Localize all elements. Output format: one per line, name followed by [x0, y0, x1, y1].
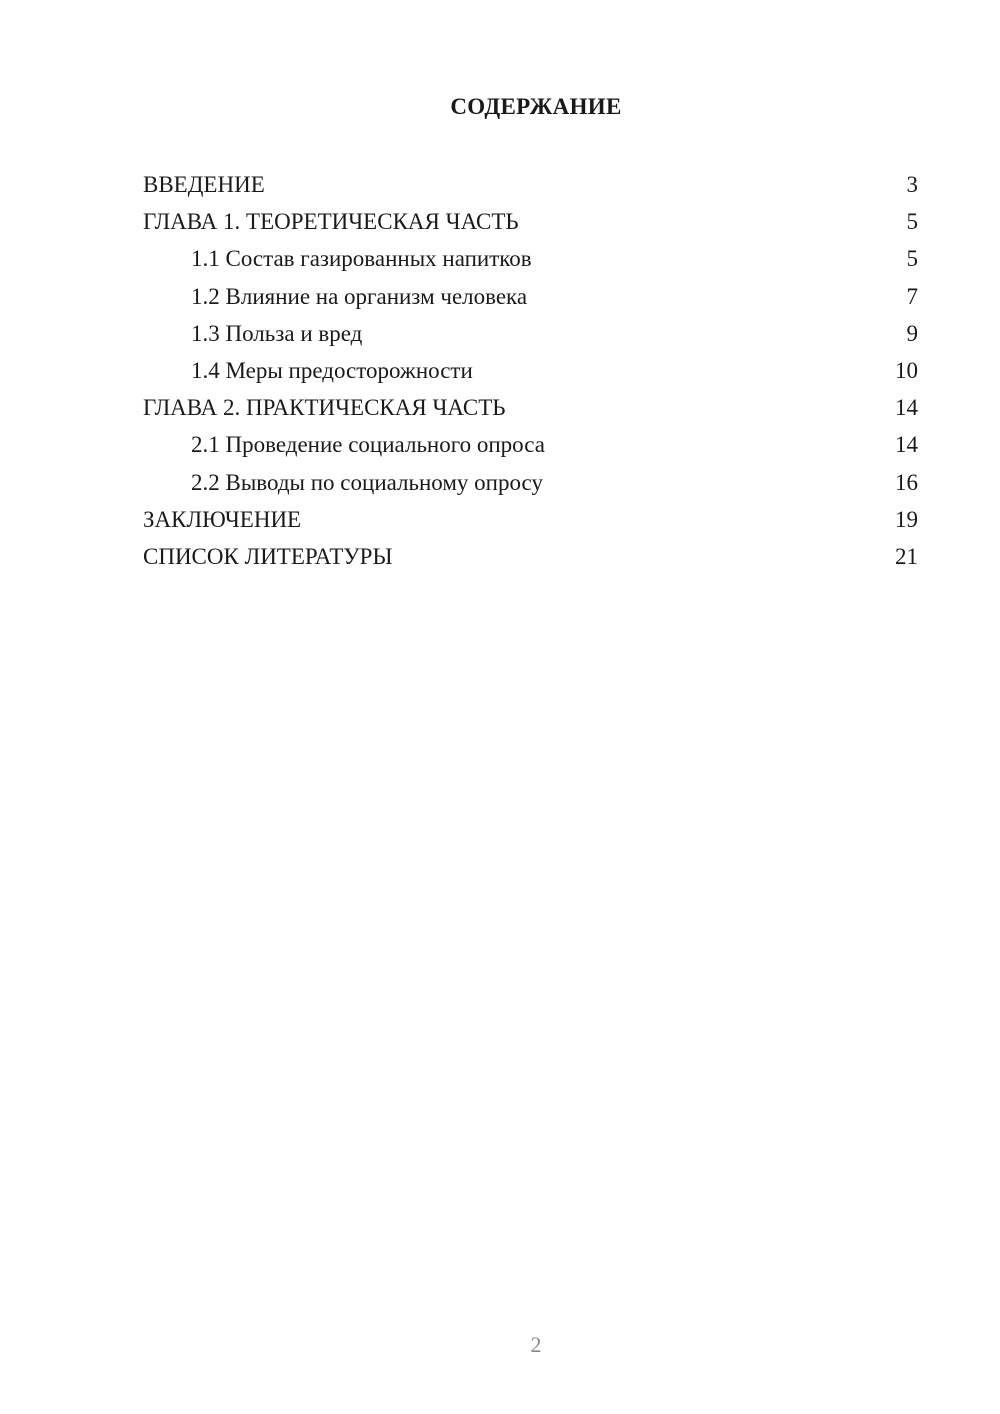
- toc-entry-label: СПИСОК ЛИТЕРАТУРЫ: [143, 543, 393, 569]
- toc-entry-label: 2.2 Выводы по социальному опросу: [191, 469, 543, 495]
- toc-entry-label: 2.1 Проведение социального опроса: [191, 432, 545, 458]
- toc-entry-section-1-4[interactable]: [143, 352, 918, 389]
- toc-entry-label: ГЛАВА 2. ПРАКТИЧЕСКАЯ ЧАСТЬ: [143, 395, 506, 421]
- toc-entry-label: 1.2 Влияние на организм человека: [191, 283, 528, 309]
- toc-entry-label: ВВЕДЕНИЕ: [143, 172, 265, 197]
- toc-entry-section-1-2[interactable]: [143, 278, 918, 315]
- table-of-contents: [143, 166, 918, 575]
- toc-entry-introduction[interactable]: [143, 166, 918, 203]
- toc-title: СОДЕРЖАНИЕ: [450, 94, 622, 119]
- toc-entry-page: 16: [895, 469, 918, 495]
- toc-entry-chapter-2[interactable]: [143, 389, 918, 426]
- toc-entry-page: 19: [895, 506, 918, 532]
- page-number: 2: [530, 1332, 542, 1357]
- toc-entry-section-2-1[interactable]: [143, 426, 918, 463]
- toc-entry-label: 1.1 Состав газированных напитков: [191, 246, 532, 272]
- toc-entry-page: 5: [906, 209, 918, 235]
- toc-entry-section-1-3[interactable]: [143, 315, 918, 352]
- toc-entry-label: ГЛАВА 1. ТЕОРЕТИЧЕСКАЯ ЧАСТЬ: [143, 209, 519, 235]
- toc-entry-page: 9: [906, 320, 918, 346]
- toc-entry-page: 7: [906, 283, 918, 309]
- toc-entry-references[interactable]: [143, 538, 918, 575]
- toc-entry-chapter-1[interactable]: [143, 203, 918, 240]
- toc-entry-page: 5: [906, 246, 918, 272]
- toc-entry-label: 1.3 Польза и вред: [191, 320, 363, 346]
- toc-entry-section-1-1[interactable]: [143, 240, 918, 277]
- toc-entry-page: 14: [895, 432, 918, 458]
- toc-entry-conclusion[interactable]: [143, 501, 918, 538]
- toc-entry-page: 3: [906, 172, 918, 197]
- toc-entry-page: 10: [895, 357, 918, 383]
- toc-entry-label: ЗАКЛЮЧЕНИЕ: [143, 506, 302, 532]
- toc-entry-section-2-2[interactable]: [143, 464, 918, 501]
- toc-entry-page: 14: [895, 395, 918, 421]
- toc-entry-page: 21: [895, 543, 918, 569]
- toc-entry-label: 1.4 Меры предосторожности: [191, 357, 473, 383]
